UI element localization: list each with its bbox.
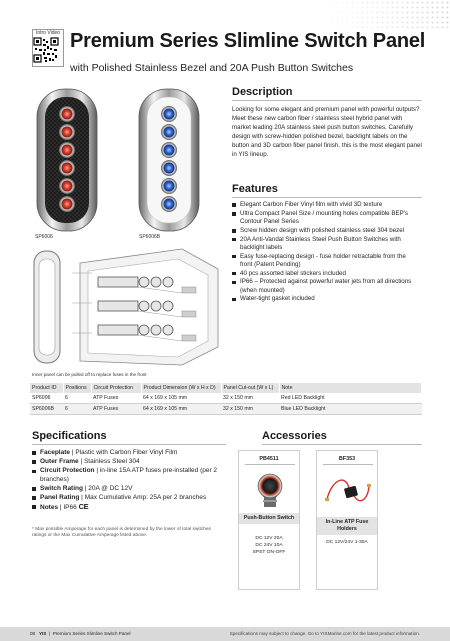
spec-value: 20A @ DC 12V xyxy=(88,484,133,492)
spec-value: in-line 15A ATP fuses pre-installed (per 2 branches) xyxy=(40,467,218,483)
column-header: Note xyxy=(279,383,422,393)
specifications-rule xyxy=(32,444,226,445)
feature-item: 20A Anti-Vandal Stainless Steel Push Button Switches with backlight labels xyxy=(232,236,418,252)
accessories-rule xyxy=(262,444,422,445)
table-cell: 32 x 150 mm xyxy=(221,404,279,415)
page-subtitle: with Polished Stainless Bezel and 20A Push Button Switches xyxy=(70,62,354,74)
corner-dot-pattern xyxy=(320,0,450,28)
accessory-code: BF353 xyxy=(338,456,356,462)
column-header: Panel Cut-out (W x L) xyxy=(221,383,279,393)
page-footer xyxy=(0,627,450,641)
column-header: Product Dimension (W x H x D) xyxy=(141,383,221,393)
specifications-heading: Specifications xyxy=(32,430,107,442)
spec-value: Stainless Steel 304 xyxy=(83,458,140,466)
footer-left: 08 YIS | Premium Series Slimline Switch Panel xyxy=(30,630,131,636)
accessory-card[interactable] xyxy=(316,450,378,590)
qr-label: Intro Video xyxy=(35,30,61,36)
feature-item: Screw hidden design with polished stainless steel 304 bezel xyxy=(232,227,418,235)
description-rule xyxy=(232,100,422,101)
table-row xyxy=(30,393,422,404)
table-cell: 32 x 150 mm xyxy=(221,393,279,404)
qr-code-icon xyxy=(33,37,59,63)
spec-item: Outer Frame | Stainless Steel 304 xyxy=(32,458,226,467)
footer-title: Premium Series Slimline Switch Panel xyxy=(52,630,131,636)
specifications-list xyxy=(32,449,226,513)
spec-value: IP66 xyxy=(63,503,77,511)
spec-item: Panel Rating | Max Cumulative Amp: 25A per 2 branches xyxy=(32,494,226,503)
column-header: Product ID xyxy=(30,383,63,393)
accessories-heading: Accessories xyxy=(262,430,327,442)
divider xyxy=(323,464,373,465)
spec-value: Max Cumulative Amp: 25A per 2 branches xyxy=(84,493,207,501)
accessory-card[interactable] xyxy=(238,450,300,590)
feature-item: IP66 – Protected against powerful water jets from all directions (when mounted) xyxy=(232,278,418,294)
table-cell: SP6006B xyxy=(30,404,63,415)
accessory-spec: DC 12V 20A xyxy=(255,536,283,541)
spec-item: Switch Rating | 20A @ DC 12V xyxy=(32,485,226,494)
feature-item: 40 pcs assorted label stickers included xyxy=(232,270,418,278)
spec-label: Notes xyxy=(40,503,59,511)
table-row xyxy=(30,404,422,415)
page-number: 08 xyxy=(30,630,36,636)
footer-note: Specifications may subject to change. Go to YISMarine.com for the latest product information. xyxy=(229,630,420,636)
table-cell: 64 x 169 x 105 mm xyxy=(141,404,221,415)
accessory-spec: DC 24V 10A xyxy=(255,543,283,548)
features-list xyxy=(232,201,418,304)
table-cell: 64 x 169 x 105 mm xyxy=(141,393,221,404)
accessory-spec: SPST ON-OFF xyxy=(252,550,286,555)
page-title: Premium Series Slimline Switch Panel xyxy=(70,30,426,52)
description-text: Looking for some elegant and premium panel with powerful outputs? Meet these new carbon fiber / stainless steel hybrid panel with market leading 20A stainless steel push button switches. Carefully design with screw-hidden polished bezel, backlight labels on the button and 3D carbon fiber panel finish, this is the most elegant panel in YIS lineup. xyxy=(232,106,422,159)
feature-item: Ultra Compact Panel Size / mounting holes compatible BEP's Contour Panel Series xyxy=(232,210,418,226)
features-rule xyxy=(232,197,422,198)
feature-item: Elegant Carbon Fiber Vinyl film with vivid 3D texture xyxy=(232,201,418,209)
red-panel-image xyxy=(36,88,98,232)
table-cell: ATP Fuses xyxy=(91,404,141,415)
feature-item: Easy fuse-replacing design - fuse holder retractable from the front (Patent Pending) xyxy=(232,253,418,269)
spec-label: Circuit Protection xyxy=(40,467,95,475)
spec-label: Switch Rating xyxy=(40,484,83,492)
spec-label: Faceplate xyxy=(40,449,70,456)
table-cell: SP6006 xyxy=(30,393,63,404)
accessory-spec: DC 12V/24V 1-30A xyxy=(326,540,368,545)
diagram-caption: Inner panel can be pulled off to replace fuses in the front xyxy=(32,372,147,377)
blue-panel-image xyxy=(138,88,200,232)
fuse-holder-icon xyxy=(323,469,373,513)
table-cell: 6 xyxy=(63,393,91,404)
push-button-switch-icon xyxy=(255,473,285,509)
accessory-name: Push-Button Switch xyxy=(239,513,299,524)
spec-item: Circuit Protection | in-line 15A ATP fuses pre-installed (per 2 branches) xyxy=(32,467,226,484)
accessory-code: PB4511 xyxy=(259,456,279,462)
description-heading: Description xyxy=(232,86,293,98)
table-cell: Red LED Backlight xyxy=(279,393,422,404)
divider xyxy=(245,464,295,465)
table-header-row xyxy=(30,383,422,393)
feature-item: Water-tight gasket included xyxy=(232,295,418,303)
intro-video-qr[interactable] xyxy=(32,29,64,67)
spec-item: Faceplate | Plastic with Carbon Fiber Vinyl Film xyxy=(32,449,226,458)
blue-panel-label: SP6006B xyxy=(139,234,161,240)
fuse-panel-diagram xyxy=(32,243,222,371)
red-panel-label: SP6006 xyxy=(35,234,53,240)
spec-label: Panel Rating xyxy=(40,493,80,501)
spec-value: Plastic with Carbon Fiber Vinyl Film xyxy=(75,449,178,456)
column-header: Circuit Protection xyxy=(91,383,141,393)
column-header: Positions xyxy=(63,383,91,393)
features-heading: Features xyxy=(232,183,278,195)
ce-mark-icon: CE xyxy=(78,501,89,511)
accessory-name: In-Line ATP Fuse Holders xyxy=(317,517,377,535)
table-cell: 6 xyxy=(63,404,91,415)
spec-item: Notes | IP66 CE xyxy=(32,503,226,513)
table-cell: Blue LED Backlight xyxy=(279,404,422,415)
table-cell: ATP Fuses xyxy=(91,393,141,404)
footer-brand: YIS xyxy=(38,630,47,636)
spec-label: Outer Frame xyxy=(40,458,79,466)
specifications-footnote: * Max possible Amperage for each panel is determined by the lower of total switches ratings or the Max Cumulative Amperage listed above. xyxy=(32,527,211,539)
product-table xyxy=(30,383,422,415)
